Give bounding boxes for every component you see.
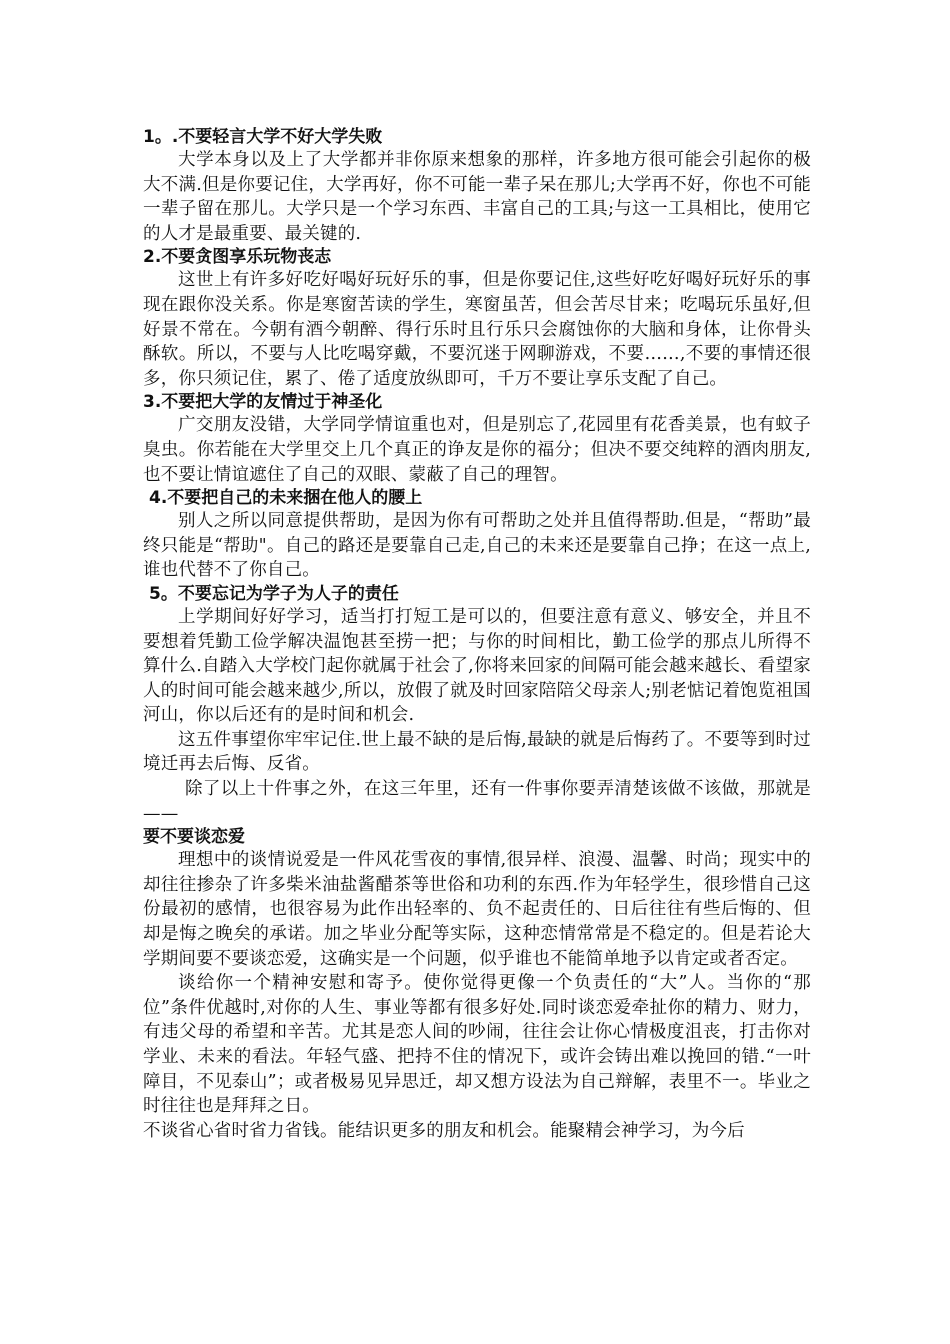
section-heading: 3.不要把大学的友情过于神圣化 <box>143 392 383 413</box>
section-5 <box>143 583 811 777</box>
section-paragraph: 这五件事望你牢牢记住.世上最不缺的是后悔,最缺的就是后悔药了。不要等到时过境迁再去后悔、反省。 <box>143 729 811 775</box>
section-2 <box>143 246 811 391</box>
section-paragraph: 理想中的谈情说爱是一件风花雪夜的事情,很异样、浪漫、温馨、时尚；现实中的却往往掺杂了许多柴米油盐酱醋茶等世俗和功利的东西.作为年轻学生，很珍惜自己这份最初的感情，也很容易为此作出轻率的、负不起责任的、日后往往有些后悔的、但却是悔之晚矣的承诺。加之毕业分配等实际，这种恋情常常是不稳定的。但是若论大学期间要不要谈恋爱，这确实是一个问题，似乎谁也不能简单地予以肯定或者否定。 <box>143 850 811 969</box>
transition-paragraph: 除了以上十件事之外，在这三年里，还有一件事你要弄清楚该做不该做，那就是—— <box>143 779 811 824</box>
section-paragraph: 大学本身以及上了大学都并非你原来想象的那样，许多地方很可能会引起你的极大不满.但是你要记住，大学再好，你不可能一辈子呆在那儿;大学再不好，你也不可能一辈子留在那儿。大学只是一个学习东西、丰富自己的工具;与这一工具相比，使用它的人才是最重要、最关键的. <box>143 150 811 244</box>
section-heading: 5。不要忘记为学子为人子的责任 <box>149 583 399 604</box>
section-paragraph: 上学期间好好学习，适当打打短工是可以的，但要注意有意义、够安全，并且不要想着凭勤工俭学解决温饱甚至捞一把；与你的时间相比，勤工俭学的那点儿所得不算什么.自踏入大学校门起你就属于社会了,你将来回家的间隔可能会越来越长、看望家人的时间可能会越来越少,所以，放假了就及时回家陪陪父母亲人;别老惦记着饱览祖国河山，你以后还有的是时间和机会. <box>143 606 811 726</box>
section-4 <box>143 487 811 583</box>
section-3 <box>143 391 811 487</box>
section-1 <box>143 126 811 246</box>
section-heading: 要不要谈恋爱 <box>143 827 245 848</box>
section-paragraph: 这世上有许多好吃好喝好玩好乐的事，但是你要记住,这些好吃好喝好玩好乐的事现在跟你没关系。你是寒窗苦读的学生，寒窗虽苦，但会苦尽甘来；吃喝玩乐虽好,但好景不常在。今朝有酒今朝醉、得行乐时且行乐只会腐蚀你的大脑和身体，让你骨头酥软。所以，不要与人比吃喝穿戴，不要沉迷于网聊游戏，不要……,不要的事情还很多，你只须记住，累了、倦了适度放纵即可，千万不要让享乐支配了自己。 <box>143 270 811 389</box>
section-heading: 4.不要把自己的未来捆在他人的腰上 <box>149 488 423 509</box>
section-heading: 1。.不要轻言大学不好大学失败 <box>143 127 383 147</box>
section-last-line: 不谈省心省时省力省钱。能结识更多的朋友和机会。能聚精会神学习，为今后 <box>143 1120 745 1141</box>
section-heading: 2.不要贪图享乐玩物丧志 <box>143 247 332 268</box>
section-paragraph: 谈给你一个精神安慰和寄予。使你觉得更像一个负责任的“大”人。当你的“那位”条件优越时,对你的人生、事业等都有很多好处.同时谈恋爱牵扯你的精力、财力，有违父母的希望和辛苦。尤其是恋人间的吵闹，往往会让你心情极度沮丧，打击你对学业、未来的看法。年轻气盛、把持不住的情况下，或许会铸出难以挽回的错.“一叶障目，不见泰山”；或者极易见异思迁，却又想方设法为自己辩解，表里不一。毕业之时往往也是拜拜之日。 <box>143 973 811 1117</box>
love-section <box>143 826 811 1143</box>
section-paragraph: 广交朋友没错，大学同学情谊重也对，但是别忘了,花园里有花香美景，也有蚊子臭虫。你若能在大学里交上几个真正的诤友是你的福分；但决不要交纯粹的酒肉朋友,也不要让情谊遮住了自己的双眼、蒙蔽了自己的理智。 <box>143 415 811 485</box>
document-page <box>143 126 811 1143</box>
section-paragraph: 别人之所以同意提供帮助，是因为你有可帮助之处并且值得帮助.但是，“帮助”最终只能是“帮助"。自己的路还是要靠自己走,自己的未来还是要靠自己挣；在这一点上,谁也代替不了你自己。 <box>143 511 811 581</box>
